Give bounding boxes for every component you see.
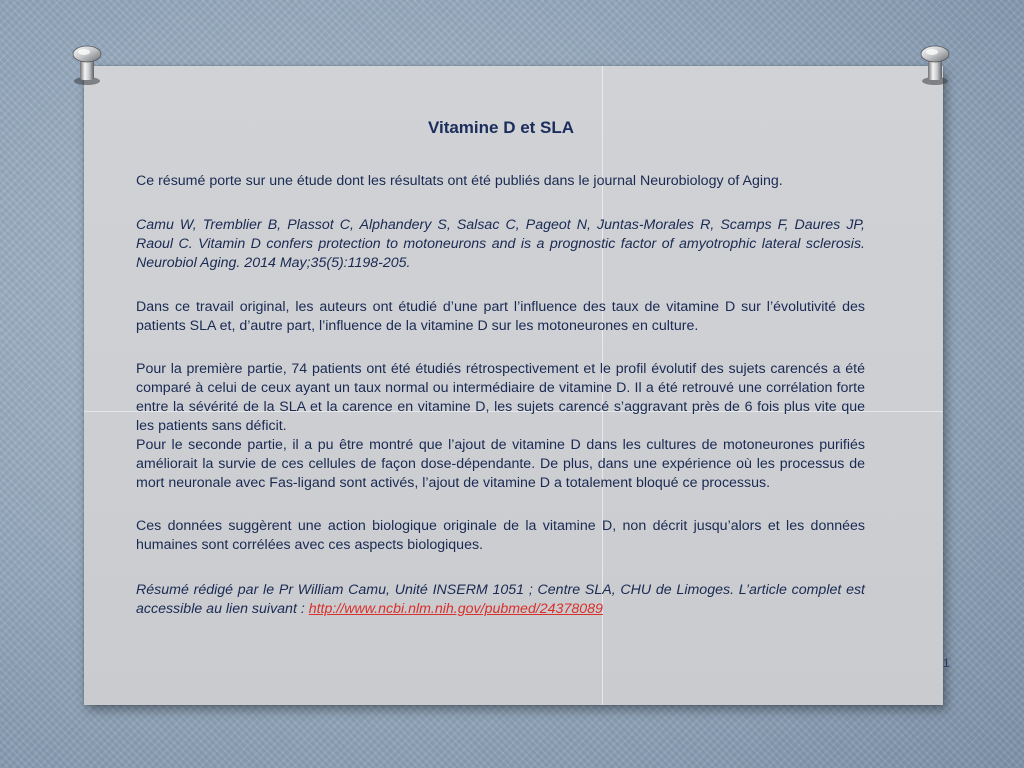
body-paragraph-1: Dans ce travail original, les auteurs ont étudié d’une part l’influence des taux de vitamine D sur l’évolutivité des patients SLA et, d’autre part, l’influence de la vitamine D sur les motoneurones en culture.: [136, 299, 865, 334]
page-number: 1: [943, 656, 950, 670]
pushpin-icon: [918, 42, 952, 86]
summary-paragraph: [136, 581, 865, 619]
citation-paragraph: Camu W, Tremblier B, Plassot C, Alphandery S, Salsac C, Pageot N, Juntas-Morales R, Scamps F, Daures JP, Raoul C. Vitamin D confers protection to motoneurons and is a prognostic factor of amyotrophic lateral sclerosis. Neurobiol Aging. 2014 May;35(5):1198-205.: [136, 217, 865, 271]
intro-paragraph: Ce résumé porte sur une étude dont les résultats ont été publiés dans le journal Neurobiology of Aging.: [136, 173, 783, 189]
body-paragraph-3: Pour le seconde partie, il a pu être montré que l’ajout de vitamine D dans les cultures de motoneurones purifiés améliorait la survie de ces cellules de façon dose-dépendante. De plus, dans une expérience où les processus de mort neuronale avec Fas-ligand sont activés, l’ajout de vitamine D a totalement bloqué ce processus.: [136, 437, 865, 491]
pushpin-icon: [70, 42, 104, 86]
body-paragraph-4: Ces données suggèrent une action biologique originale de la vitamine D, non décrit jusqu’alors et les données humaines sont corrélées avec ces aspects biologiques.: [136, 518, 865, 553]
slide-card: [84, 66, 950, 705]
summary-text: Résumé rédigé par le Pr William Camu, Unité INSERM 1051 ; Centre SLA, CHU de Limoges. L’article complet est accessible au lien suivant :: [136, 582, 865, 617]
body-paragraph-2: Pour la première partie, 74 patients ont été étudiés rétrospectivement et le profil évolutif des sujets carencés a été comparé à celui de ceux ayant un taux normal ou intermédiaire de vitamine D. Il a été retrouvé une corrélation forte entre la sévérité de la SLA et la carence en vitamine D, les sujets carencé s’aggravant près de 6 fois plus vite que les patients sans déficit.: [136, 361, 865, 434]
pubmed-link[interactable]: http://www.ncbi.nlm.nih.gov/pubmed/24378089: [308, 601, 603, 617]
slide-title: Vitamine D et SLA: [427, 118, 575, 137]
